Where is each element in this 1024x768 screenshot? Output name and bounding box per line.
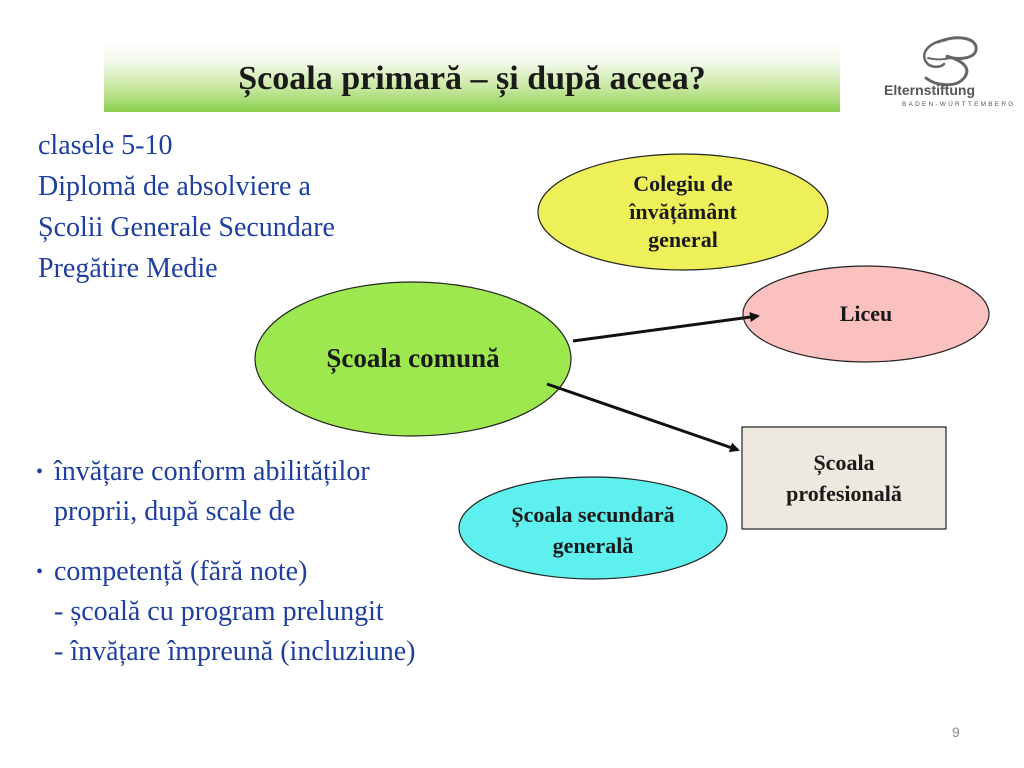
bullet-line: proprii, după scale de	[54, 496, 296, 527]
page-number: 9	[952, 724, 960, 740]
bullet-list	[36, 452, 416, 672]
colegiu-label	[578, 160, 788, 264]
colegiu-label-line: general	[648, 227, 718, 252]
profesionala-label-line: profesională	[786, 481, 902, 506]
secundara-label	[470, 497, 716, 563]
bullet-line: învățare conform abilităților	[54, 456, 370, 487]
colegiu-label-line: învățământ	[629, 199, 737, 224]
bullet-line: - învățare împreună (incluziune)	[54, 636, 416, 667]
center-label-text: Școala comună	[326, 342, 500, 373]
intro-line: Diplomă de absolviere a	[38, 171, 311, 202]
intro-line: Pregătire Medie	[38, 253, 218, 284]
center-label	[300, 338, 526, 378]
profesionala-label-line: Școala	[813, 450, 875, 475]
bullet-dot-icon: •	[36, 561, 44, 583]
bullet-line: - școală cu program prelungit	[54, 596, 384, 627]
bullet-line: competență (fără note)	[54, 556, 308, 587]
logo-name: Elternstiftung	[884, 82, 975, 98]
intro-line: Școlii Generale Secundare	[38, 212, 335, 243]
bullet-dot-icon: •	[36, 461, 44, 483]
secundara-label-line: generală	[552, 533, 634, 558]
secundara-label-line: Școala secundară	[511, 502, 675, 527]
arrow-to-liceu	[573, 316, 758, 341]
arrow-to-profesionala	[547, 384, 738, 450]
colegiu-label-line: Colegiu de	[633, 171, 733, 196]
liceu-label-text: Liceu	[839, 301, 893, 326]
liceu-label	[743, 296, 989, 332]
bullet-item	[36, 452, 416, 532]
bullet-item	[36, 552, 416, 672]
profesionala-label	[742, 445, 946, 511]
intro-line: clasele 5-10	[38, 130, 173, 161]
page-title: Școala primară – și după aceea?	[238, 60, 706, 97]
logo-subtitle: BADEN-WÜRTTEMBERG	[902, 101, 1016, 108]
